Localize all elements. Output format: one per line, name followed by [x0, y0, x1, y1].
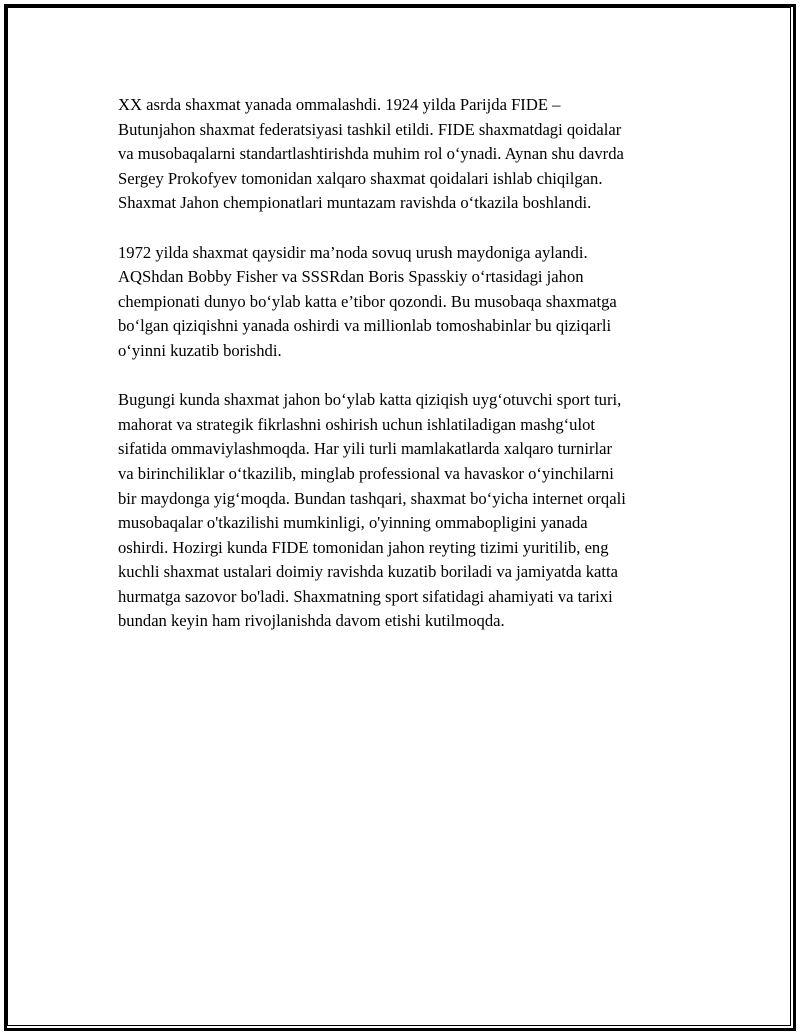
text-line: 1972 yilda shaxmat qaysidir ma’noda sovuq urush maydoniga aylandi. — [118, 242, 588, 262]
text-line: Sergey Prokofyev tomonidan xalqaro shaxmat qoidalari ishlab chiqilgan. — [118, 168, 603, 188]
text-line: va musobaqalarni standartlashtirishda muhim rol oʻynadi. Aynan shu davrda — [118, 144, 624, 164]
text-line: va birinchiliklar oʻtkazilib, minglab professional va havaskor oʻyinchilarni — [118, 463, 614, 483]
text-line: Shaxmat Jahon chempionatlari muntazam ravishda oʻtkazila boshlandi. — [118, 193, 592, 213]
text-line: chempionati dunyo boʻylab katta e’tibor qozondi. Bu musobaqa shaxmatga — [118, 291, 617, 311]
document-body — [118, 93, 698, 634]
text-line: musobaqalar o'tkazilishi mumkinligi, o'yinning ommabopligini yanada — [118, 513, 588, 533]
text-line: hurmatga sazovor bo'ladi. Shaxmatning sport sifatidagi ahamiyati va tarixi — [118, 586, 613, 606]
text-line: mahorat va strategik fikrlashni oshirish uchun ishlatiladigan mashgʻulot — [118, 414, 595, 434]
text-line: Bugungi kunda shaxmat jahon boʻylab katta qiziqish uygʻotuvchi sport turi, — [118, 390, 622, 410]
text-line: boʻlgan qiziqishni yanada oshirdi va millionlab tomoshabinlar bu qiziqarli — [118, 316, 612, 336]
text-line: Butunjahon shaxmat federatsiyasi tashkil etildi. FIDE shaxmatdagi qoidalar — [118, 119, 622, 139]
text-line: AQShdan Bobby Fisher va SSSRdan Boris Spasskiy oʻrtasidagi jahon — [118, 267, 584, 287]
text-line: bundan keyin ham rivojlanishda davom etishi kutilmoqda. — [118, 611, 505, 631]
paragraph-fide-history — [118, 93, 698, 216]
text-line: XX asrda shaxmat yanada ommalashdi. 1924 yilda Parijda FIDE – — [118, 95, 561, 114]
paragraph-modern-chess — [118, 388, 698, 634]
text-line: sifatida ommaviylashmoqda. Har yili turli mamlakatlarda xalqaro turnirlar — [118, 439, 612, 459]
text-line: oshirdi. Hozirgi kunda FIDE tomonidan jahon reyting tizimi yuritilib, eng — [118, 537, 609, 557]
paragraph-1972-championship — [118, 241, 698, 364]
text-line: oʻyinni kuzatib borishdi. — [118, 340, 282, 360]
text-line: bir maydonga yigʻmoqda. Bundan tashqari, shaxmat boʻyicha internet orqali — [118, 488, 626, 508]
text-line: kuchli shaxmat ustalari doimiy ravishda kuzatib boriladi va jamiyatda katta — [118, 562, 618, 582]
